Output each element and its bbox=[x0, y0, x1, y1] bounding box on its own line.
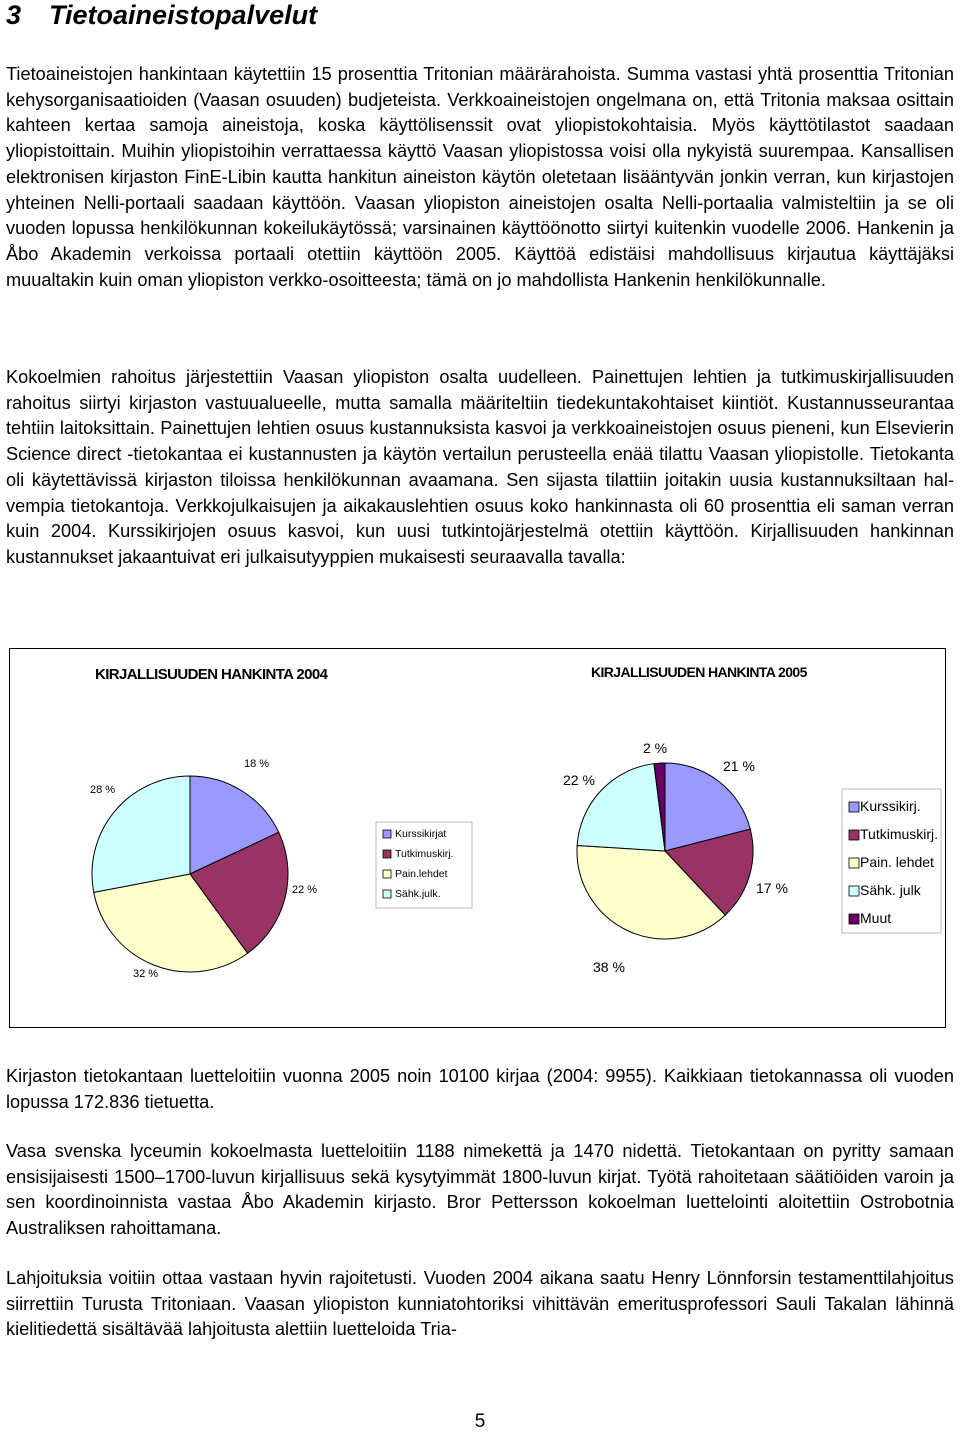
pie-label-1-4: 2 % bbox=[643, 740, 668, 756]
paragraph-lyceum-collection: Vasa svenska lyceumin kokoelmasta luetteloitiin 1188 nimekettä ja 1470 nidettä. Tietokantaan on pyritty samaan ensisijaisesti 1500–1700-luvun kirjallisuus sekä kysytyimmät 1800-luvun kirjat. Työtä rahoitetaan säätiöiden varoin ja sen koordinoinnista vastaa Åbo Akademin kirjasto. Bror Pettersson kokoelman luettelointi aloitettiin Ostrobotnia Australiksen rahoittamana. bbox=[6, 1141, 954, 1239]
pie-label-1-1: 17 % bbox=[756, 880, 788, 896]
pie-label-0-0: 18 % bbox=[244, 758, 270, 770]
pie-label-0-3: 28 % bbox=[90, 784, 116, 796]
pie-label-1-3: 22 % bbox=[563, 772, 595, 788]
legend-label-1-3: Sähk. julk bbox=[860, 882, 921, 898]
legend-swatch-0-1 bbox=[383, 850, 391, 858]
legend-swatch-1-2 bbox=[849, 858, 859, 868]
legend-swatch-1-0 bbox=[849, 802, 859, 812]
section-title: Tietoaineistopalvelut bbox=[49, 0, 318, 30]
section-number: 3 bbox=[6, 0, 22, 30]
legend-label-1-1: Tutkimuskirj. bbox=[860, 826, 939, 842]
pie-label-1-0: 21 % bbox=[723, 758, 755, 774]
legend-label-0-3: Sähk.julk. bbox=[395, 888, 441, 900]
paragraph-collection-funding: Kokoelmien rahoitus järjestettiin Vaasan yliopiston osalta uudelleen. Painettujen lehtien ja tutkimuskirjallisuuden rahoitus siirtyi kirjaston vastuualueelle, mutta samalla määriteltiin tiedekuntakohtaiset kiintiöt. Kustannusseurantaa tehtiin laitoksittain. Painettujen lehtien osuus kustannuksista kasvoi ja verkkoaineistojen osuus pieneni, kun Elsevierin Science direct -tietokantaa ei kustannusten ja käytön vertailun perusteella enää tilattu Vaasan yliopistolle. Tietokanta oli käytettävissä kirjaston tiloissa henkilökunnan avaamana. Sen sijasta tilattiin joitakin uusia kustannuksiltaan halvempia tietokantoja. Verkkojulkaisujen ja aikakauslehtien osuus koko hankinnasta oli 60 prosenttia eli saman verran kuin 2004. Kurssikirjojen osuus kasvoi, kun uusi tutkintojärjestelmä otettiin käyttöön. Kirjallisuuden hankinnan kustannukset jakaantuivat eri julkaisutyyppien mukaisesti seuraavalla tavalla: bbox=[6, 367, 954, 567]
legend-label-0-0: Kurssikirjat bbox=[395, 828, 447, 840]
chart-2005-title: KIRJALLISUUDEN HANKINTA 2005 bbox=[591, 664, 807, 680]
legend-swatch-0-3 bbox=[383, 890, 391, 898]
pie-charts-svg bbox=[10, 649, 947, 1029]
legend-swatch-0-0 bbox=[383, 830, 391, 838]
legend-label-1-4: Muut bbox=[860, 910, 892, 926]
page-number: 5 bbox=[474, 1411, 486, 1432]
acquisition-charts bbox=[9, 648, 946, 1028]
legend-swatch-1-1 bbox=[849, 830, 859, 840]
legend-label-0-1: Tutkimuskirj. bbox=[395, 848, 454, 860]
legend-swatch-0-2 bbox=[383, 870, 391, 878]
pie-label-0-1: 22 % bbox=[292, 884, 318, 896]
pie-label-1-2: 38 % bbox=[593, 959, 625, 975]
legend-label-1-0: Kurssikirj. bbox=[860, 798, 921, 814]
paragraph-electronic-resources: Tietoaineistojen hankintaan käytettiin 15 prosenttia Tritonian määrärahoista. Summa vastasi yhtä prosenttia Tritonian kehysorganisaatioiden (Vaasan osuuden) budjeteista. Verkkoaineistojen ongelmana on, että Tritonia maksaa osittain kahteen kertaa samoja aineistoja, koska käyttölisenssit ovat yliopistokohtaisia. Myös käyttötilastot saadaan yliopistoittain. Muihin yliopistoihin verrattaessa käyttö Vaasan yliopistossa voisi olla nykyistä suurempaa. Kansallisen elektronisen kirjaston FinE-Libin kautta hankitun aineiston käytön oletetaan lisääntyvän jonkin verran, kun kirjastojen yhteinen Nelli-portaali saadaan käyttöön. Vaasan yliopiston aineistojen osalta Nelli-portaalia valmisteltiin ja se oli vuoden lopussa henkilökunnan kokeilukäytössä; varsinainen käyttöönotto siirtyi kuitenkin vuodelle 2006. Hankenin ja Åbo Akademin verkoissa portaali otettiin käyttöön 2005. Käyttöä edistäisi mahdollisuus kirjautua käyttäjäksi muualtakin kuin oman yliopiston verkko-osoitteesta; tämä on jo mahdollista Hankenin henkilökunnalle. bbox=[6, 64, 954, 290]
legend-label-1-2: Pain. lehdet bbox=[860, 854, 934, 870]
paragraph-catalogue: Kirjaston tietokantaan luetteloitiin vuonna 2005 noin 10100 kirjaa (2004: 9955). Kaikkiaan tietokannassa oli vuoden lopussa 172.836 tietuetta. bbox=[6, 1066, 954, 1112]
legend-swatch-1-3 bbox=[849, 886, 859, 896]
section-heading bbox=[6, 0, 317, 31]
pie-label-0-2: 32 % bbox=[133, 968, 159, 980]
paragraph-donations: Lahjoituksia voitiin ottaa vastaan hyvin rajoitetusti. Vuoden 2004 aikana saatu Henry Lönnforsin testamenttilahjoitus siirrettiin Turusta Tritoniaan. Vaasan yliopiston kunniatohtoriksi vihittävän emeritusprofessori Sauli Takalan lähinnä kielitiedettä sisältävää lahjoitusta alettiin luetteloida Tria- bbox=[6, 1268, 954, 1340]
legend-swatch-1-4 bbox=[849, 914, 859, 924]
chart-2004-title: KIRJALLISUUDEN HANKINTA 2004 bbox=[95, 666, 328, 683]
legend-label-0-2: Pain.lehdet bbox=[395, 868, 448, 880]
